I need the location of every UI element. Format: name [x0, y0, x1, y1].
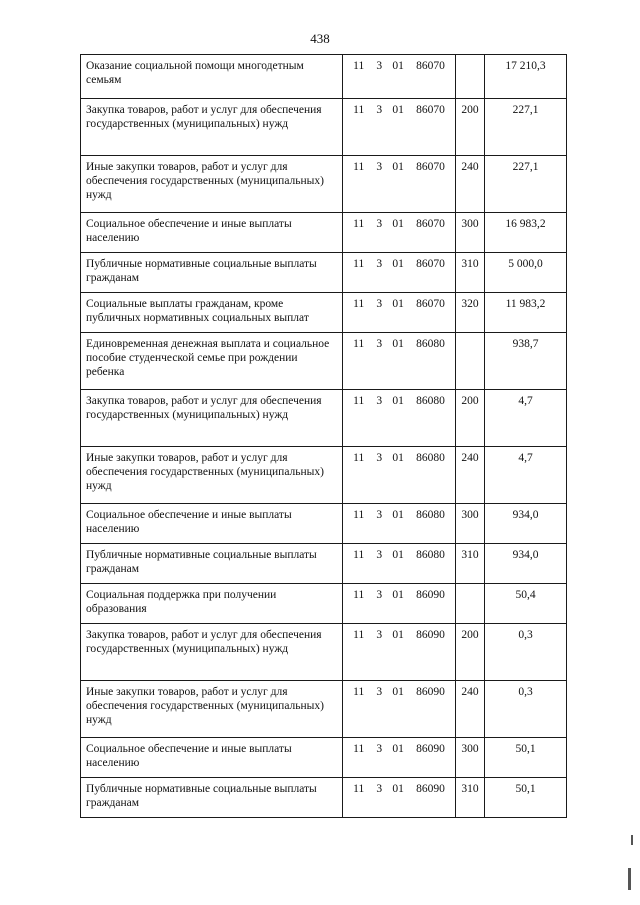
row-name: Социальные выплаты гражданам, кроме публичных нормативных социальных выплат: [81, 293, 343, 333]
row-name: Иные закупки товаров, работ и услуг для обеспечения государственных (муниципальных) нужд: [81, 156, 343, 213]
row-program-code: 01: [392, 258, 404, 270]
row-subsection-code: 3: [376, 509, 383, 521]
table-row: [81, 253, 567, 293]
row-subsection-code: 3: [376, 104, 383, 116]
row-amount: 50,1: [485, 778, 567, 818]
row-subsection-code: 3: [376, 395, 383, 407]
row-amount: 0,3: [485, 681, 567, 738]
row-amount: 16 983,2: [485, 213, 567, 253]
row-program-code: 01: [392, 509, 404, 521]
row-subsection-code: 3: [376, 589, 383, 601]
row-section-code: 11: [353, 395, 365, 407]
row-section-code: 11: [353, 104, 365, 116]
row-program-code: 01: [392, 686, 404, 698]
row-expense-type: 200: [456, 99, 485, 156]
row-target-article-code: 86070: [416, 60, 445, 72]
row-name: Единовременная денежная выплата и социальное пособие студенческой семье при рождении ребенка: [81, 333, 343, 390]
row-section-code: 11: [353, 258, 365, 270]
row-expense-type: 240: [456, 681, 485, 738]
row-codes: [343, 390, 456, 447]
row-target-article-code: 86080: [416, 452, 445, 464]
budget-table: [80, 54, 567, 818]
table-row: [81, 584, 567, 624]
row-codes: [343, 778, 456, 818]
row-codes: [343, 156, 456, 213]
row-codes: [343, 55, 456, 99]
row-name: Закупка товаров, работ и услуг для обеспечения государственных (муниципальных) нужд: [81, 390, 343, 447]
table-row: [81, 99, 567, 156]
row-name: Оказание социальной помощи многодетным семьям: [81, 55, 343, 99]
row-name: Иные закупки товаров, работ и услуг для обеспечения государственных (муниципальных) нужд: [81, 681, 343, 738]
row-program-code: 01: [392, 549, 404, 561]
row-amount: 4,7: [485, 447, 567, 504]
table-row: [81, 55, 567, 99]
row-target-article-code: 86090: [416, 589, 445, 601]
row-section-code: 11: [353, 783, 365, 795]
row-program-code: 01: [392, 161, 404, 173]
row-expense-type: 300: [456, 738, 485, 778]
table-row: [81, 156, 567, 213]
row-expense-type: [456, 333, 485, 390]
row-codes: [343, 738, 456, 778]
row-expense-type: [456, 55, 485, 99]
row-name: Иные закупки товаров, работ и услуг для обеспечения государственных (муниципальных) нужд: [81, 447, 343, 504]
row-expense-type: 310: [456, 544, 485, 584]
table-row: [81, 738, 567, 778]
row-subsection-code: 3: [376, 783, 383, 795]
row-target-article-code: 86090: [416, 686, 445, 698]
row-section-code: 11: [353, 549, 365, 561]
row-name: Социальное обеспечение и иные выплаты населению: [81, 213, 343, 253]
row-amount: 5 000,0: [485, 253, 567, 293]
row-program-code: 01: [392, 452, 404, 464]
row-name: Публичные нормативные социальные выплаты гражданам: [81, 778, 343, 818]
row-codes: [343, 624, 456, 681]
row-section-code: 11: [353, 60, 365, 72]
row-section-code: 11: [353, 161, 365, 173]
scan-edge-mark: [631, 835, 633, 845]
row-program-code: 01: [392, 60, 404, 72]
table-row: [81, 333, 567, 390]
row-target-article-code: 86070: [416, 258, 445, 270]
row-codes: [343, 293, 456, 333]
row-target-article-code: 86070: [416, 161, 445, 173]
budget-table-body: [81, 55, 567, 818]
row-amount: 227,1: [485, 156, 567, 213]
row-program-code: 01: [392, 743, 404, 755]
row-subsection-code: 3: [376, 452, 383, 464]
row-section-code: 11: [353, 218, 365, 230]
row-program-code: 01: [392, 783, 404, 795]
table-row: [81, 681, 567, 738]
row-amount: 17 210,3: [485, 55, 567, 99]
row-target-article-code: 86070: [416, 104, 445, 116]
row-expense-type: 310: [456, 778, 485, 818]
row-amount: 227,1: [485, 99, 567, 156]
row-codes: [343, 447, 456, 504]
row-target-article-code: 86090: [416, 743, 445, 755]
row-program-code: 01: [392, 338, 404, 350]
row-program-code: 01: [392, 589, 404, 601]
row-subsection-code: 3: [376, 258, 383, 270]
row-name: Социальная поддержка при получении образования: [81, 584, 343, 624]
row-program-code: 01: [392, 629, 404, 641]
row-expense-type: 300: [456, 504, 485, 544]
row-codes: [343, 544, 456, 584]
row-amount: 934,0: [485, 504, 567, 544]
row-amount: 934,0: [485, 544, 567, 584]
row-amount: 938,7: [485, 333, 567, 390]
row-section-code: 11: [353, 743, 365, 755]
row-target-article-code: 86080: [416, 509, 445, 521]
row-name: Социальное обеспечение и иные выплаты населению: [81, 738, 343, 778]
table-row: [81, 778, 567, 818]
row-amount: 50,1: [485, 738, 567, 778]
row-section-code: 11: [353, 298, 365, 310]
row-target-article-code: 86080: [416, 338, 445, 350]
row-section-code: 11: [353, 629, 365, 641]
row-name: Публичные нормативные социальные выплаты гражданам: [81, 253, 343, 293]
row-section-code: 11: [353, 509, 365, 521]
table-row: [81, 624, 567, 681]
row-codes: [343, 584, 456, 624]
row-target-article-code: 86090: [416, 629, 445, 641]
table-row: [81, 544, 567, 584]
row-expense-type: 320: [456, 293, 485, 333]
row-name: Закупка товаров, работ и услуг для обеспечения государственных (муниципальных) нужд: [81, 624, 343, 681]
row-name: Закупка товаров, работ и услуг для обеспечения государственных (муниципальных) нужд: [81, 99, 343, 156]
row-subsection-code: 3: [376, 629, 383, 641]
row-subsection-code: 3: [376, 218, 383, 230]
row-section-code: 11: [353, 589, 365, 601]
row-codes: [343, 681, 456, 738]
table-row: [81, 293, 567, 333]
scan-edge-mark: [628, 868, 631, 890]
row-amount: 4,7: [485, 390, 567, 447]
row-subsection-code: 3: [376, 298, 383, 310]
row-codes: [343, 253, 456, 293]
row-expense-type: 200: [456, 390, 485, 447]
row-amount: 50,4: [485, 584, 567, 624]
row-program-code: 01: [392, 104, 404, 116]
page-number: 438: [310, 31, 330, 46]
row-subsection-code: 3: [376, 549, 383, 561]
row-subsection-code: 3: [376, 161, 383, 173]
row-codes: [343, 333, 456, 390]
row-program-code: 01: [392, 298, 404, 310]
row-target-article-code: 86070: [416, 298, 445, 310]
row-target-article-code: 86080: [416, 395, 445, 407]
row-codes: [343, 504, 456, 544]
row-section-code: 11: [353, 686, 365, 698]
row-expense-type: [456, 584, 485, 624]
row-name: Публичные нормативные социальные выплаты гражданам: [81, 544, 343, 584]
row-expense-type: 310: [456, 253, 485, 293]
row-amount: 11 983,2: [485, 293, 567, 333]
row-section-code: 11: [353, 338, 365, 350]
row-program-code: 01: [392, 395, 404, 407]
row-name: Социальное обеспечение и иные выплаты населению: [81, 504, 343, 544]
row-codes: [343, 213, 456, 253]
row-target-article-code: 86070: [416, 218, 445, 230]
row-expense-type: 240: [456, 447, 485, 504]
row-program-code: 01: [392, 218, 404, 230]
row-section-code: 11: [353, 452, 365, 464]
row-expense-type: 200: [456, 624, 485, 681]
table-row: [81, 447, 567, 504]
row-subsection-code: 3: [376, 686, 383, 698]
row-target-article-code: 86080: [416, 549, 445, 561]
row-subsection-code: 3: [376, 60, 383, 72]
row-expense-type: 240: [456, 156, 485, 213]
table-row: [81, 504, 567, 544]
row-expense-type: 300: [456, 213, 485, 253]
row-subsection-code: 3: [376, 743, 383, 755]
table-row: [81, 213, 567, 253]
row-amount: 0,3: [485, 624, 567, 681]
row-target-article-code: 86090: [416, 783, 445, 795]
row-subsection-code: 3: [376, 338, 383, 350]
row-codes: [343, 99, 456, 156]
table-row: [81, 390, 567, 447]
